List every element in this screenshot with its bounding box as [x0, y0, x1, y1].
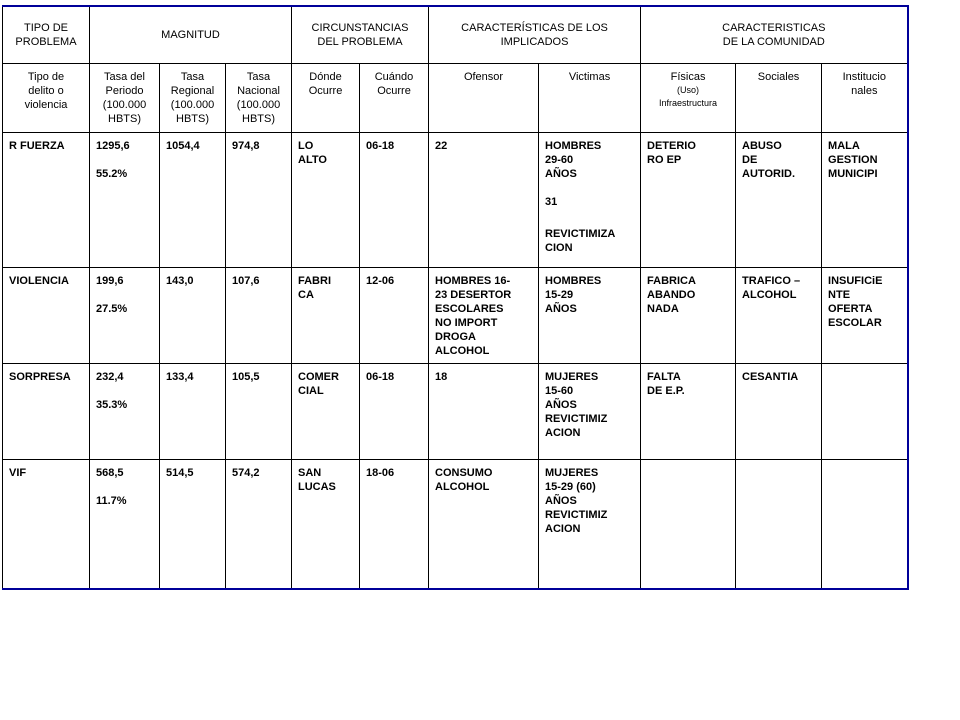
- cell-text: 31: [545, 195, 558, 208]
- cell-text: NADA: [647, 302, 679, 315]
- header-victimas: [539, 63, 641, 132]
- cell-text: COMER: [298, 370, 339, 383]
- cell-text: ACION: [545, 426, 581, 439]
- cell-text: 11.7%: [96, 494, 127, 507]
- cell-fisicas: [641, 267, 736, 363]
- header-sociales: [736, 63, 822, 132]
- cell-cuando: [360, 267, 429, 363]
- cell-text: INSUFICiE: [828, 274, 883, 287]
- cell-text: 29-60: [545, 153, 574, 166]
- cell-text: 107,6: [232, 274, 260, 287]
- cell-tasa-nacional: [226, 132, 292, 267]
- problem-analysis-table: [2, 5, 909, 590]
- cell-text: AÑOS: [545, 398, 577, 411]
- header-text: CIRCUNSTANCIAS: [311, 21, 409, 34]
- header-magnitud: [90, 6, 292, 63]
- cell-ofensor: [429, 459, 539, 589]
- header-text: (100.000: [102, 98, 147, 111]
- header-ofensor: [429, 63, 539, 132]
- header-text: HBTS): [176, 112, 209, 125]
- header-text: Nacional: [237, 84, 280, 97]
- cell-victimas: [539, 267, 641, 363]
- cell-institucionales: [822, 459, 908, 589]
- header-text: Ocurre: [377, 84, 411, 97]
- cell-text: 568,5: [96, 466, 124, 479]
- cell-text: 06-18: [366, 139, 395, 152]
- header-text: MAGNITUD: [161, 28, 220, 41]
- cell-text: CIAL: [298, 384, 324, 397]
- cell-text: DROGA: [435, 330, 476, 343]
- cell-text: SAN: [298, 466, 322, 479]
- cell-sociales: [736, 459, 822, 589]
- cell-text: 18: [435, 370, 448, 383]
- cell-text: R FUERZA: [9, 139, 65, 152]
- line-spacer: [96, 384, 155, 398]
- cell-text: ABUSO: [742, 139, 782, 152]
- header-circunstancias: [292, 6, 429, 63]
- header-text: IMPLICADOS: [500, 35, 569, 48]
- cell-ofensor: [429, 132, 539, 267]
- cell-text: FALTA: [647, 370, 681, 383]
- cell-cuando: [360, 459, 429, 589]
- header-text: TIPO DE: [23, 21, 68, 34]
- header-text: DEL PROBLEMA: [317, 35, 403, 48]
- header-tipo-problema: [3, 6, 90, 63]
- cell-ofensor: [429, 267, 539, 363]
- header-text: Tasa del: [104, 70, 145, 83]
- cell-text: 15-60: [545, 384, 574, 397]
- header-text: nales: [851, 84, 878, 97]
- cell-text: LUCAS: [298, 480, 336, 493]
- cell-text: HOMBRES 16-: [435, 274, 511, 287]
- cell-text: ABANDO: [647, 288, 696, 301]
- line-spacer: [96, 480, 155, 494]
- cell-text: AÑOS: [545, 167, 577, 180]
- cell-text: VIF: [9, 466, 27, 479]
- cell-fisicas: [641, 363, 736, 459]
- cell-text: DE E.P.: [647, 384, 685, 397]
- cell-text: ACION: [545, 522, 581, 535]
- header-text: Tasa: [246, 70, 271, 83]
- line-spacer: [96, 288, 155, 302]
- cell-text: HOMBRES: [545, 139, 602, 152]
- table-row: [3, 363, 908, 459]
- cell-fisicas: [641, 459, 736, 589]
- cell-tasa-regional: [160, 363, 226, 459]
- cell-text: GESTION: [828, 153, 878, 166]
- header-comunidad: [641, 6, 908, 63]
- cell-text: REVICTIMIZA: [545, 227, 616, 240]
- header-cuando: [360, 63, 429, 132]
- header-text: Periodo: [105, 84, 144, 97]
- header-text: Ocurre: [308, 84, 343, 97]
- cell-text: 18-06: [366, 466, 395, 479]
- cell-text: NTE: [828, 288, 851, 301]
- cell-text: ALCOHOL: [435, 344, 490, 357]
- header-tasa-periodo: [90, 63, 160, 132]
- cell-text: 55.2%: [96, 167, 128, 180]
- cell-text: 514,5: [166, 466, 194, 479]
- header-implicados: [429, 6, 641, 63]
- cell-tasa-nacional: [226, 459, 292, 589]
- cell-text: 143,0: [166, 274, 194, 287]
- header-text: delito o: [28, 84, 64, 97]
- cell-text: 232,4: [96, 370, 124, 383]
- cell-donde: [292, 459, 360, 589]
- cell-tasa-periodo: [90, 459, 160, 589]
- header-text: (100.000: [170, 98, 215, 111]
- table-row: [3, 132, 908, 267]
- cell-tasa-periodo: [90, 363, 160, 459]
- cell-text: SORPRESA: [9, 370, 71, 383]
- cell-text: REVICTIMIZ: [545, 508, 608, 521]
- cell-text: AÑOS: [545, 302, 577, 315]
- cell-text: TRAFICO –: [742, 274, 801, 287]
- header-text: Tipo de: [27, 70, 65, 83]
- cell-text: FABRICA: [647, 274, 696, 287]
- cell-text: 1295,6: [96, 139, 130, 152]
- header-row-sub: [3, 63, 908, 132]
- cell-text: 27.5%: [96, 302, 128, 315]
- cell-tipo: [3, 267, 90, 363]
- cell-text: ALTO: [298, 153, 327, 166]
- cell-text: MALA: [828, 139, 860, 152]
- cell-donde: [292, 132, 360, 267]
- cell-institucionales: [822, 267, 908, 363]
- cell-text: CION: [545, 241, 573, 254]
- line-spacer: [545, 209, 636, 227]
- cell-victimas: [539, 132, 641, 267]
- header-text: Cuándo: [374, 70, 414, 83]
- cell-text: FABRI: [298, 274, 331, 287]
- header-text: Sociales: [757, 70, 800, 83]
- cell-tipo: [3, 459, 90, 589]
- cell-text: 15-29: [545, 288, 574, 301]
- cell-text: 15-29 (60): [545, 480, 596, 493]
- cell-text: DE: [742, 153, 758, 166]
- header-text: DE LA COMUNIDAD: [722, 35, 825, 48]
- cell-text: CESANTIA: [742, 370, 799, 383]
- cell-text: ALCOHOL: [742, 288, 797, 301]
- cell-text: 133,4: [166, 370, 194, 383]
- cell-tasa-regional: [160, 132, 226, 267]
- cell-tasa-nacional: [226, 363, 292, 459]
- header-text: CARACTERISTICAS: [722, 21, 826, 34]
- cell-text: MUNICIPI: [828, 167, 878, 180]
- cell-tipo: [3, 363, 90, 459]
- cell-text: AÑOS: [545, 494, 577, 507]
- header-tasa-nacional: [226, 63, 292, 132]
- header-row-main: [3, 6, 908, 63]
- cell-tasa-periodo: [90, 132, 160, 267]
- cell-text: 12-06: [366, 274, 395, 287]
- cell-donde: [292, 363, 360, 459]
- cell-text: 1054,4: [166, 139, 200, 152]
- header-text: Dónde: [309, 70, 342, 83]
- cell-text: 574,2: [232, 466, 260, 479]
- header-text: Regional: [170, 84, 215, 97]
- cell-tasa-periodo: [90, 267, 160, 363]
- header-text: Institucio: [842, 70, 886, 83]
- header-tasa-regional: [160, 63, 226, 132]
- header-text: PROBLEMA: [15, 35, 77, 48]
- cell-text: RO EP: [647, 153, 682, 166]
- cell-text: REVICTIMIZ: [545, 412, 608, 425]
- cell-text: 105,5: [232, 370, 260, 383]
- cell-ofensor: [429, 363, 539, 459]
- cell-text: CONSUMO: [435, 466, 493, 479]
- cell-text: ESCOLARES: [435, 302, 504, 315]
- header-text: Victimas: [568, 70, 611, 83]
- header-subtext: (Uso): [677, 84, 700, 95]
- header-donde: [292, 63, 360, 132]
- cell-text: AUTORID.: [742, 167, 795, 180]
- header-text: Tasa: [180, 70, 205, 83]
- cell-text: MUJERES: [545, 370, 599, 383]
- cell-text: HOMBRES: [545, 274, 602, 287]
- cell-text: OFERTA: [828, 302, 873, 315]
- cell-text: 06-18: [366, 370, 395, 383]
- cell-text: 23 DESERTOR: [435, 288, 512, 301]
- cell-text: 974,8: [232, 139, 260, 152]
- cell-cuando: [360, 363, 429, 459]
- cell-tasa-regional: [160, 267, 226, 363]
- cell-victimas: [539, 459, 641, 589]
- cell-text: MUJERES: [545, 466, 599, 479]
- cell-text: DETERIO: [647, 139, 696, 152]
- cell-text: 22: [435, 139, 448, 152]
- header-subtext: Infraestructura: [659, 97, 718, 108]
- cell-sociales: [736, 267, 822, 363]
- line-spacer: [96, 153, 155, 167]
- header-text: Ofensor: [463, 70, 504, 83]
- cell-tasa-nacional: [226, 267, 292, 363]
- header-text: CARACTERÍSTICAS DE LOS: [461, 21, 608, 34]
- header-text: (100.000: [236, 98, 281, 111]
- cell-tipo: [3, 132, 90, 267]
- header-institucionales: [822, 63, 908, 132]
- cell-text: 35.3%: [96, 398, 128, 411]
- cell-cuando: [360, 132, 429, 267]
- header-text: Físicas: [670, 70, 706, 83]
- cell-sociales: [736, 363, 822, 459]
- cell-donde: [292, 267, 360, 363]
- line-spacer: [545, 181, 636, 195]
- cell-tasa-regional: [160, 459, 226, 589]
- cell-institucionales: [822, 132, 908, 267]
- header-fisicas: [641, 63, 736, 132]
- header-text: HBTS): [108, 112, 141, 125]
- cell-fisicas: [641, 132, 736, 267]
- cell-text: CA: [298, 288, 314, 301]
- cell-sociales: [736, 132, 822, 267]
- cell-text: ESCOLAR: [828, 316, 882, 329]
- header-text: HBTS): [242, 112, 275, 125]
- table-row: [3, 459, 908, 589]
- cell-victimas: [539, 363, 641, 459]
- cell-text: NO IMPORT: [435, 316, 498, 329]
- cell-text: ALCOHOL: [435, 480, 490, 493]
- cell-institucionales: [822, 363, 908, 459]
- cell-text: VIOLENCIA: [9, 274, 69, 287]
- cell-text: LO: [298, 139, 314, 152]
- cell-text: 199,6: [96, 274, 124, 287]
- table-row: [3, 267, 908, 363]
- header-tipo-delito: [3, 63, 90, 132]
- header-text: violencia: [24, 98, 68, 111]
